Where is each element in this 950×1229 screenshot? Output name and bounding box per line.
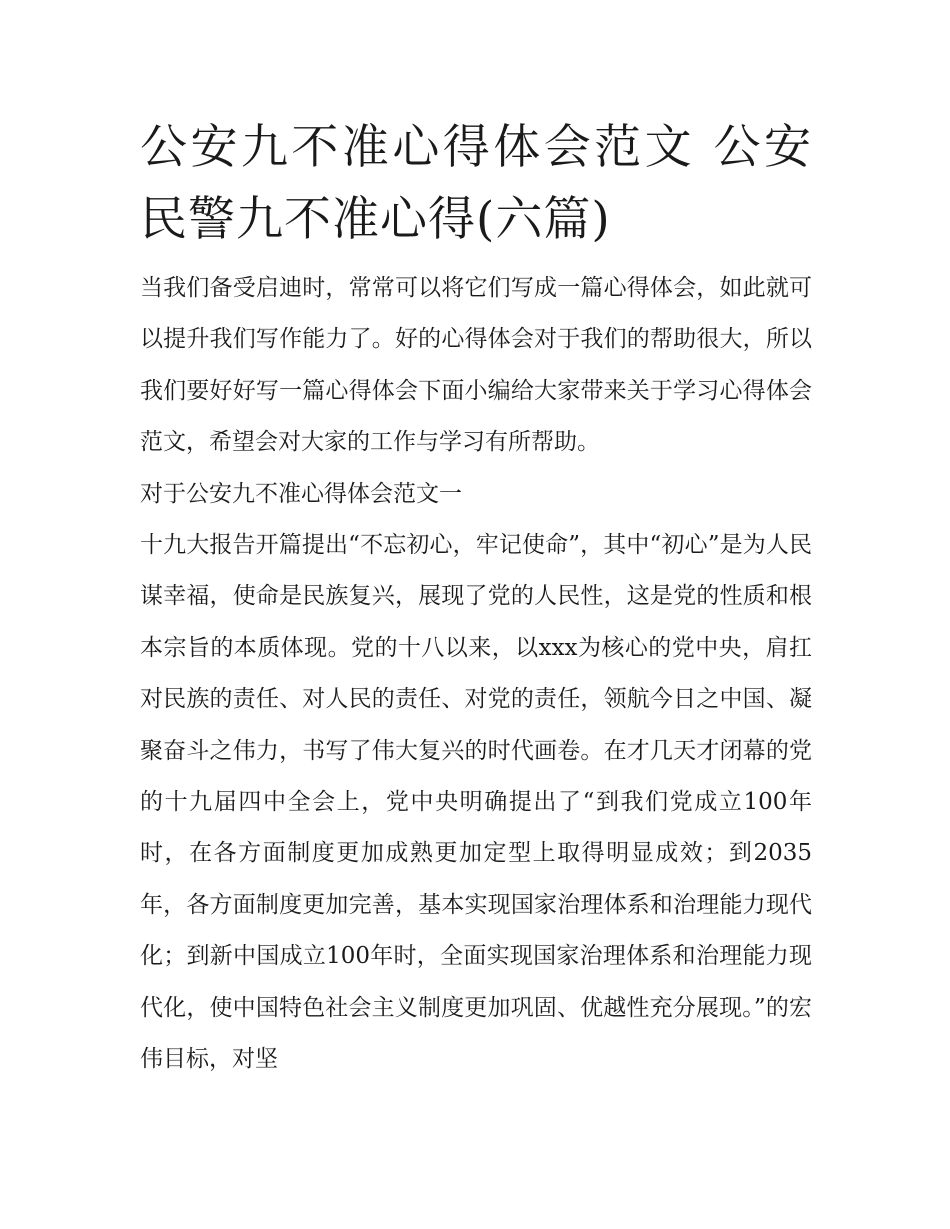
document-body xyxy=(140,263,812,1086)
document-title: 公安九不准心得体会范文 公安民警九不准心得(六篇) xyxy=(140,120,812,247)
section-heading: 对于公安九不准心得体会范文一 xyxy=(140,480,462,507)
section-paragraph: 十九大报告开篇提出“不忘初心，牢记使命”，其中“初心”是为人民谋幸福，使命是民族复兴，展现了党的人民性，这是党的性质和根本宗旨的本质体现。党的十八以来，以xxx为核心的党中央，肩扛对民族的责任、对人民的责任、对党的责任，领航今日之中国、凝聚奋斗之伟力，书写了伟大复兴的时代画卷。在才几天才闭幕的党的十九届四中全会上，党中央明确提出了“到我们党成立100年时，在各方面制度更加成熟更加定型上取得明显成效；到2035年，各方面制度更加完善，基本实现国家治理体系和治理能力现代化；到新中国成立100年时，全面实现国家治理体系和治理能力现代化，使中国特色社会主义制度更加巩固、优越性充分展现。”的宏伟目标，对坚 xyxy=(140,532,812,1073)
intro-paragraph: 当我们备受启迪时，常常可以将它们写成一篇心得体会，如此就可以提升我们写作能力了。好的心得体会对于我们的帮助很大，所以我们要好好写一篇心得体会下面小编给大家带来关于学习心得体会范文，希望会对大家的工作与学习有所帮助。 xyxy=(140,275,812,456)
document-page xyxy=(140,112,812,1086)
